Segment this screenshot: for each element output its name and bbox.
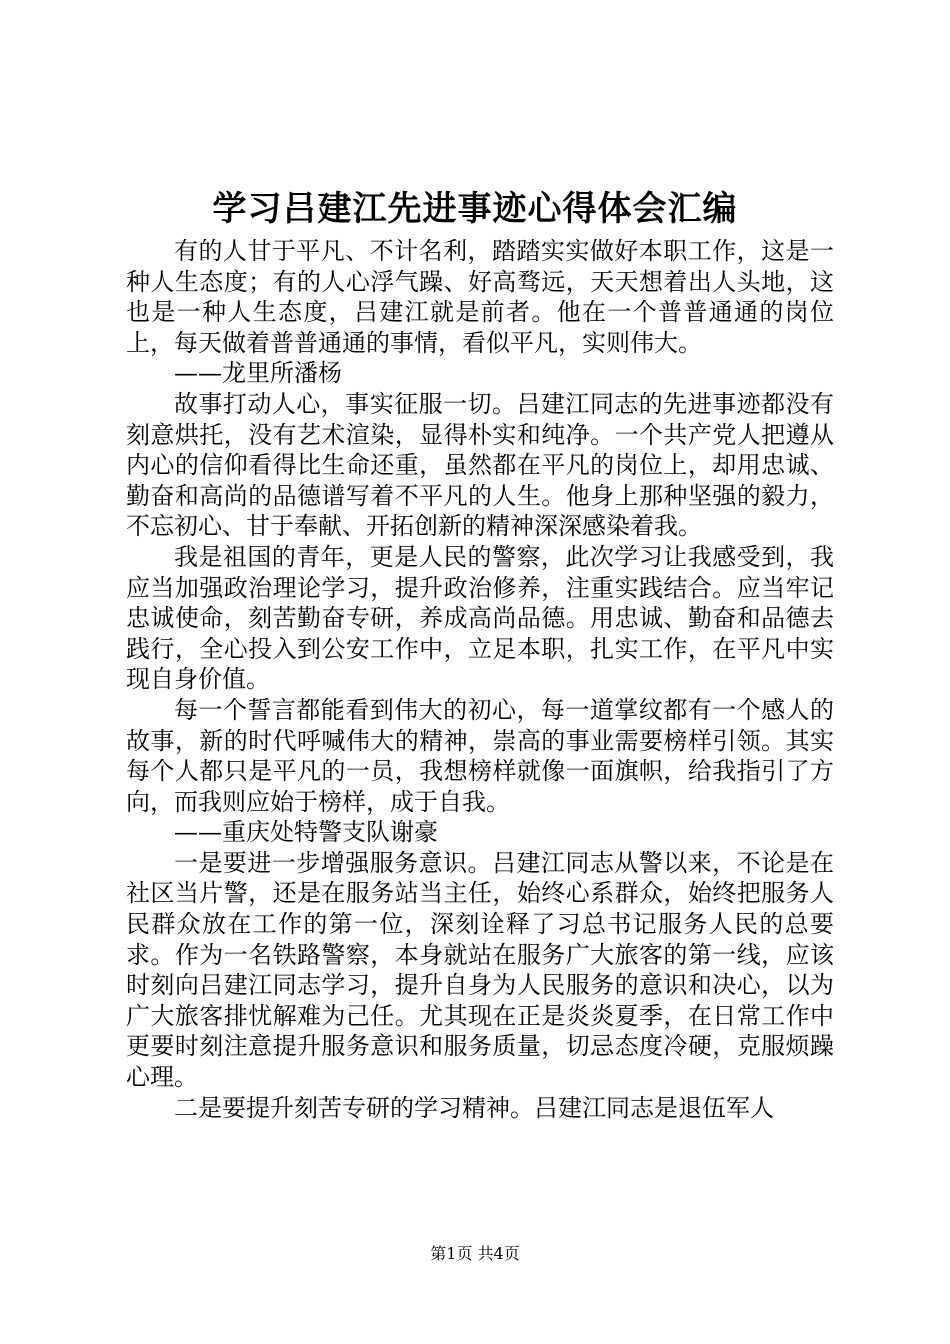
page-number: 第1页 共4页 <box>430 1244 520 1263</box>
signature-line: ——重庆处特警支队谢豪 <box>174 818 438 847</box>
document-title: 学习吕建江先进事迹心得体会汇编 <box>212 189 738 229</box>
paragraph: 二是要提升刻苦专研的学习精神。吕建江同志是退伍军人 <box>174 1093 774 1122</box>
paragraph: 我是祖国的青年，更是人民的警察，此次学习让我感受到，我应当加强政治理论学习，提升政治修养，注重实践结合。应当牢记忠诚使命，刻苦勤奋专研，养成高尚品德。用忠诚、勤奋和品德去践行，全心投入到公安工作中，立足本职，扎实工作，在平凡中实现自身价值。 <box>126 542 834 694</box>
paragraph: 一是要进一步增强服务意识。吕建江同志从警以来，不论是在社区当片警，还是在服务站当主任，始终心系群众，始终把服务人民群众放在工作的第一位，深刻诠释了习总书记服务人民的总要求。作为一名铁路警察，本身就站在服务广大旅客的第一线，应该时刻向吕建江同志学习，提升自身为人民服务的意识和决心，以为广大旅客排忧解难为己任。尤其现在正是炎炎夏季，在日常工作中更要时刻注意提升服务意识和服务质量，切忌态度冷硬，克服烦躁心理。 <box>126 848 834 1092</box>
paragraph: 每一个誓言都能看到伟大的初心，每一道掌纹都有一个感人的故事，新的时代呼喊伟大的精神，崇高的事业需要榜样引领。其实每个人都只是平凡的一员，我想榜样就像一面旗帜，给我指引了方向，而我则应始于榜样，成于自我。 <box>126 695 834 816</box>
paragraph: 有的人甘于平凡、不计名利，踏踏实实做好本职工作，这是一种人生态度；有的人心浮气躁、好高骛远，天天想着出人头地，这也是一种人生态度，吕建江就是前者。他在一个普普通通的岗位上，每天做着普普通通的事情，看似平凡，实则伟大。 <box>126 237 834 357</box>
paragraph: 故事打动人心，事实征服一切。吕建江同志的先进事迹都没有刻意烘托，没有艺术渲染，显得朴实和纯净。一个共产党人把遵从内心的信仰看得比生命还重，虽然都在平凡的岗位上，却用忠诚、勤奋和高尚的品德谱写着不平凡的人生。他身上那种坚强的毅力，不忘初心、甘于奉献、开拓创新的精神深深感染着我。 <box>126 389 834 541</box>
signature-line: ——龙里所潘杨 <box>174 359 342 388</box>
document-body <box>126 236 834 1123</box>
